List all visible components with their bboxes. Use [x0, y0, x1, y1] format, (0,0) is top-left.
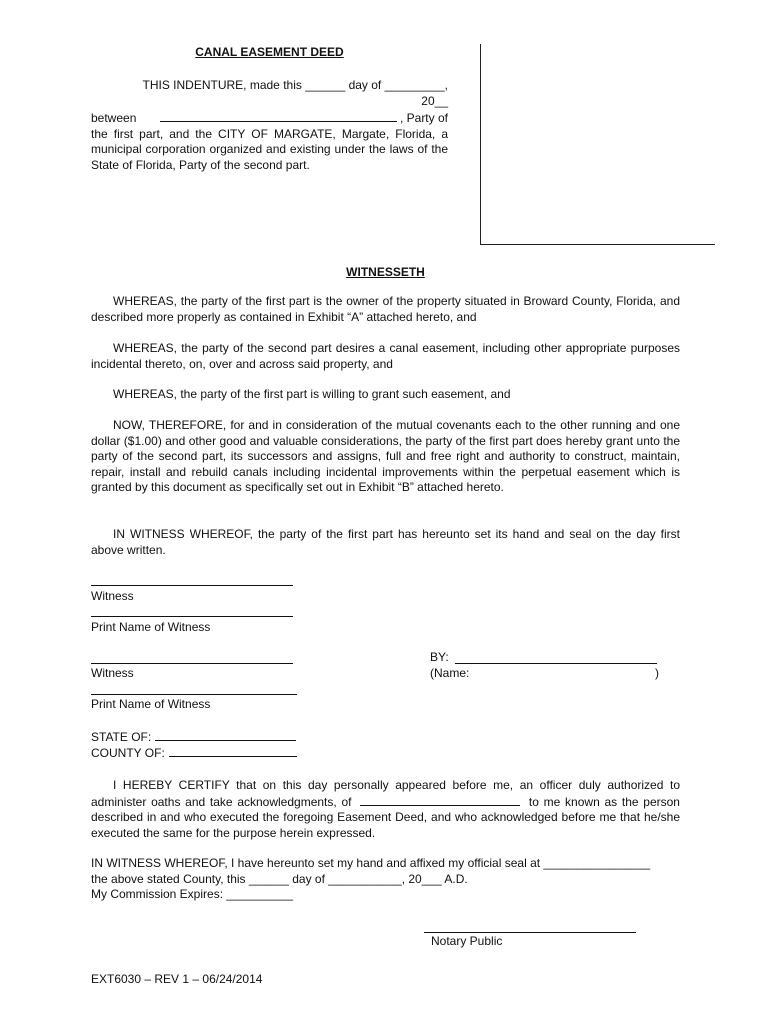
county-row	[91, 745, 297, 762]
witness-1-label: Witness	[91, 589, 134, 603]
by-signature-line[interactable]	[455, 663, 657, 664]
certify-text-a: I HEREBY CERTIFY that on this day personally appeared before me, an officer duly authorized to administer oaths and take acknowledgments, of	[91, 778, 680, 809]
witness-1-print-line[interactable]	[91, 616, 293, 617]
county-blank[interactable]	[169, 745, 297, 757]
witness-2-signature-line[interactable]	[91, 663, 293, 664]
by-label: BY:	[430, 650, 449, 664]
between-label: between	[91, 111, 137, 125]
intro-line-2	[91, 109, 448, 127]
whereas-paragraph-3: WHEREAS, the party of the first part is willing to grant such easement, and	[113, 387, 511, 401]
notary-witness-line-1: IN WITNESS WHEREOF, I have hereunto set my hand and affixed my official seal at ________________	[91, 856, 651, 870]
document-title: CANAL EASEMENT DEED	[195, 45, 344, 59]
witness-2-label: Witness	[91, 666, 134, 680]
certify-name-blank[interactable]	[360, 794, 520, 806]
witness-2-print-label: Print Name of Witness	[91, 697, 211, 711]
notary-witness-line-2: the above stated County, this ______ day of ___________, 20___ A.D.	[91, 872, 468, 886]
intro-line-3: the first part, and the CITY OF MARGATE, Margate, Florida, a municipal corporation organized and existing under the laws of the State of Florida, Party of the second part.	[91, 126, 448, 172]
county-label: COUNTY OF:	[91, 746, 165, 760]
in-witness-paragraph: IN WITNESS WHEREOF, the party of the first part has hereunto set its hand and seal on the day first above written.	[91, 527, 680, 557]
name-close-label: )	[655, 666, 659, 680]
recording-box	[480, 44, 715, 245]
name-open-label: (Name:	[430, 666, 470, 680]
witness-1-signature-line[interactable]	[91, 585, 293, 586]
notary-signature-line[interactable]	[424, 932, 636, 933]
whereas-paragraph-1: WHEREAS, the party of the first part is the owner of the property situated in Broward County, Florida, and described more properly as contained in Exhibit “A” attached hereto, and	[91, 294, 680, 324]
notary-public-label: Notary Public	[431, 934, 503, 948]
certify-paragraph	[91, 778, 680, 841]
form-footer: EXT6030 – REV 1 – 06/24/2014	[91, 972, 263, 986]
whereas-paragraph-2: WHEREAS, the party of the second part desires a canal easement, including other appropriate purposes incidental thereto, on, over and across said property, and	[91, 341, 680, 371]
state-label: STATE OF:	[91, 730, 152, 744]
witness-2-print-line[interactable]	[91, 694, 297, 695]
party-of-label: , Party of	[399, 111, 448, 125]
state-blank[interactable]	[155, 729, 296, 741]
first-party-blank[interactable]	[160, 109, 397, 122]
intro-line-1: THIS INDENTURE, made this ______ day of _________, 20__	[142, 78, 448, 108]
certify-text-b: to me known as the person described in and who executed the foregoing Easement Deed, and who acknowledged before me that he/she executed the same for the purpose herein expressed.	[91, 794, 680, 840]
now-therefore-paragraph: NOW, THEREFORE, for and in consideration of the mutual covenants each to the other running and one dollar ($1.00) and other good and valuable considerations, the party of the first part does hereby grant unto the party of the second part, its successors and assigns, full and free right and authority to construct, maintain, repair, install and rebuild canals including incidental improvements within the perpetual easement which is granted by this document as specifically set out in Exhibit “B” attached hereto.	[91, 418, 680, 494]
intro-paragraph	[91, 78, 448, 173]
state-row	[91, 729, 296, 746]
commission-expires: My Commission Expires: __________	[91, 887, 294, 901]
witnesseth-heading: WITNESSETH	[346, 265, 425, 279]
witness-1-print-label: Print Name of Witness	[91, 620, 211, 634]
